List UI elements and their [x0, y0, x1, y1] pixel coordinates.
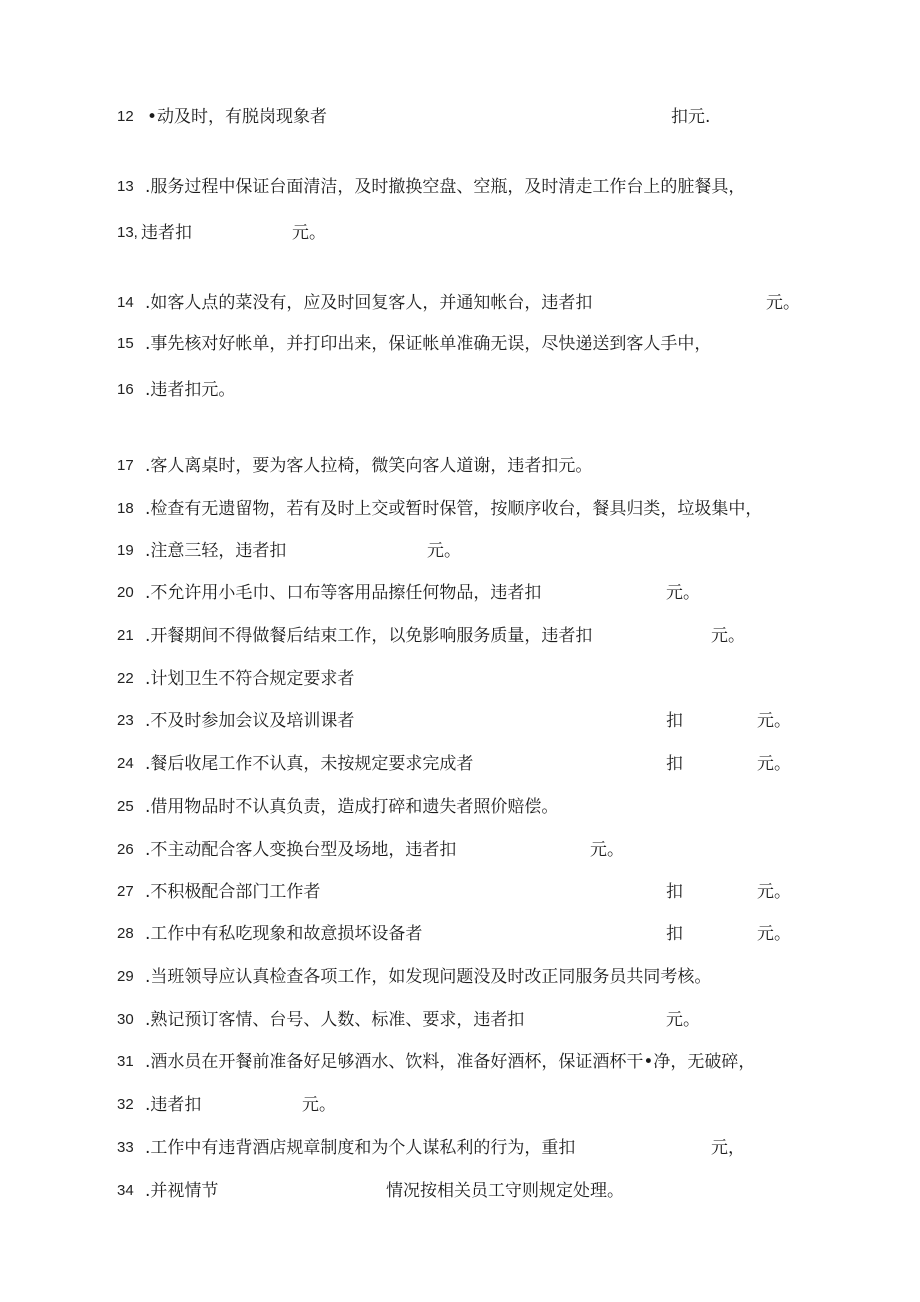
item-text: .工作中有违背酒店规章制度和为个人谋私利的行为，重扣 — [145, 1138, 576, 1158]
list-item — [0, 965, 920, 989]
item-number: 30 — [117, 1011, 134, 1028]
item-text: .餐后收尾工作不认真，未按规定要求完成者 — [145, 754, 474, 774]
item-text: .不积极配合部门工作者 — [145, 882, 321, 902]
list-item — [0, 667, 920, 691]
list-item — [0, 105, 920, 129]
item-number: 29 — [117, 968, 134, 985]
item-text: .不允许用小毛巾、口布等客用品擦任何物品，违者扣 — [145, 583, 542, 603]
item-text: .客人离桌时，要为客人拉椅，微笑向客人道谢，违者扣元。 — [145, 456, 593, 476]
list-item — [0, 539, 920, 563]
list-item — [0, 291, 920, 315]
item-penalty: 元。 — [666, 583, 700, 603]
item-deduct: 扣 — [666, 711, 683, 731]
item-text: .并视情节 — [145, 1181, 219, 1201]
item-penalty: 元。 — [302, 1095, 336, 1115]
item-deduct: 扣 — [666, 882, 683, 902]
item-penalty: 元。 — [766, 293, 800, 313]
item-number: 28 — [117, 925, 134, 942]
item-text: .如客人点的菜没有，应及时回复客人，并通知帐台，违者扣 — [145, 293, 593, 313]
item-penalty: 元。 — [757, 711, 791, 731]
list-item — [0, 709, 920, 733]
item-text: •动及时，有脱岗现象者 — [147, 107, 328, 127]
item-note: 情况按相关员工守则规定处理。 — [386, 1181, 624, 1201]
item-penalty: 扣元. — [671, 107, 711, 127]
item-text: .注意三轻，违者扣 — [145, 541, 287, 561]
list-item — [0, 1136, 920, 1160]
item-number: 32 — [117, 1096, 134, 1113]
list-item — [0, 838, 920, 862]
item-deduct: 扣 — [666, 754, 683, 774]
item-number: 16 — [117, 381, 134, 398]
item-penalty: 元。 — [711, 626, 745, 646]
item-penalty: 元。 — [666, 1010, 700, 1030]
item-penalty: 元， — [711, 1138, 745, 1158]
list-item — [0, 221, 920, 245]
list-item — [0, 1008, 920, 1032]
list-item — [0, 378, 920, 402]
list-item — [0, 880, 920, 904]
list-item — [0, 332, 920, 356]
list-item — [0, 497, 920, 521]
item-number: 26 — [117, 841, 134, 858]
item-penalty: 元。 — [757, 924, 791, 944]
item-number: 18 — [117, 500, 134, 517]
item-number: 13, — [117, 224, 138, 241]
item-deduct: 扣 — [666, 924, 683, 944]
item-number: 13 — [117, 178, 134, 195]
item-number: 14 — [117, 294, 134, 311]
list-item — [0, 752, 920, 776]
item-text: .事先核对好帐单，并打印出来，保证帐单准确无误，尽快递送到客人手中， — [145, 334, 712, 354]
item-penalty: 元。 — [757, 882, 791, 902]
list-item — [0, 1179, 920, 1203]
list-item — [0, 795, 920, 819]
item-text: .不主动配合客人变换台型及场地，违者扣 — [145, 840, 457, 860]
list-item — [0, 1093, 920, 1117]
item-number: 27 — [117, 883, 134, 900]
item-number: 15 — [117, 335, 134, 352]
item-penalty: 元。 — [292, 223, 326, 243]
item-number: 34 — [117, 1182, 134, 1199]
item-text: .酒水员在开餐前准备好足够酒水、饮料，准备好酒杯，保证酒杯干•净，无破碎， — [145, 1052, 756, 1072]
item-penalty: 元。 — [427, 541, 461, 561]
item-text: .工作中有私吃现象和故意损坏设备者 — [145, 924, 423, 944]
item-text: .不及时参加会议及培训课者 — [145, 711, 355, 731]
item-number: 21 — [117, 627, 134, 644]
item-text: .开餐期间不得做餐后结束工作，以免影响服务质量，违者扣 — [145, 626, 593, 646]
item-number: 20 — [117, 584, 134, 601]
item-number: 12 — [117, 108, 134, 125]
list-item — [0, 1050, 920, 1074]
item-number: 22 — [117, 670, 134, 687]
item-penalty: 元。 — [590, 840, 624, 860]
item-text: .检查有无遗留物，若有及时上交或暂时保管，按顺序收台，餐具归类，垃圾集中， — [145, 499, 763, 519]
item-text: .熟记预订客情、台号、人数、标准、要求，违者扣 — [145, 1010, 525, 1030]
item-number: 24 — [117, 755, 134, 772]
list-item — [0, 175, 920, 199]
item-text: .计划卫生不符合规定要求者 — [145, 669, 355, 689]
item-text: .服务过程中保证台面清洁，及时撤换空盘、空瓶，及时清走工作台上的脏餐具， — [145, 177, 746, 197]
item-number: 19 — [117, 542, 134, 559]
item-text: .违者扣元。 — [145, 380, 236, 400]
item-penalty: 元。 — [757, 754, 791, 774]
list-item — [0, 624, 920, 648]
item-text: .当班领导应认真检查各项工作，如发现问题没及时改正同服务员共同考核。 — [145, 967, 712, 987]
item-number: 23 — [117, 712, 134, 729]
item-number: 17 — [117, 457, 134, 474]
item-text: 违者扣 — [141, 223, 192, 243]
item-number: 33 — [117, 1139, 134, 1156]
item-text: .违者扣 — [145, 1095, 202, 1115]
item-text: .借用物品时不认真负责，造成打碎和遗失者照价赔偿。 — [145, 797, 559, 817]
list-item — [0, 581, 920, 605]
item-number: 25 — [117, 798, 134, 815]
list-item — [0, 922, 920, 946]
list-item — [0, 454, 920, 478]
item-number: 31 — [117, 1053, 134, 1070]
